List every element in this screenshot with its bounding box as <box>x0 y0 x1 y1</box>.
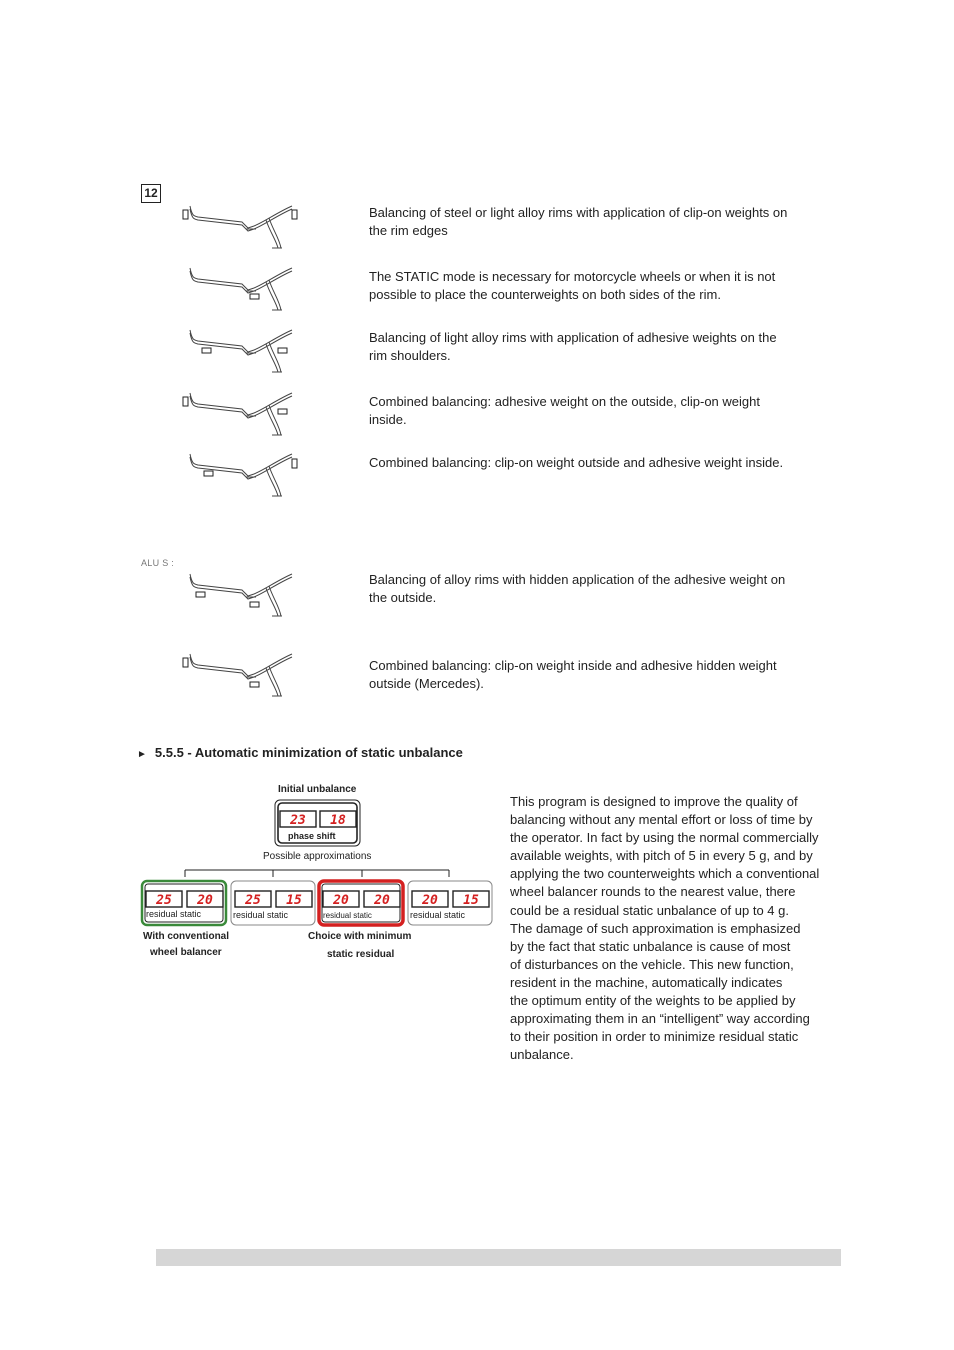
phase-shift-label: phase shift <box>288 831 336 841</box>
body-line: of disturbances on the vehicle. This new function, <box>510 956 794 972</box>
triangle-bullet-icon: ► <box>137 749 147 760</box>
caption-conventional-line1: With conventional <box>143 931 230 942</box>
digit-value: 20 <box>422 893 438 908</box>
digit-value: 18 <box>330 813 346 828</box>
rim-static-icon <box>180 264 300 316</box>
initial-unbalance-label: Initial unbalance <box>278 784 357 795</box>
alu-s-label: ALU S : <box>141 558 175 568</box>
body-line: This program is designed to improve the quality of <box>510 794 798 809</box>
body-line: resident in the machine, automatically indicates <box>510 974 783 990</box>
alu-s-option-description: Combined balancing: clip-on weight inside and adhesive hidden weight outside (Mercedes). <box>369 658 777 691</box>
body-line: could be a residual static unbalance of up to 4 g. <box>510 902 789 918</box>
rim-alu-s-combined-mercedes-icon <box>180 650 300 702</box>
body-line: the operator. In fact by using the normal commercially <box>510 830 819 846</box>
body-line: unbalance. <box>510 1047 574 1063</box>
figure-number: 12 <box>141 184 161 203</box>
possible-approximations-label: Possible approximations <box>263 851 372 862</box>
minimization-description <box>510 793 840 1064</box>
minimization-diagram <box>138 780 498 970</box>
body-line: approximating them in an “intelligent” way according <box>510 1011 810 1027</box>
rim-option-description: Combined balancing: adhesive weight on the outside, clip-on weight inside. <box>369 394 760 427</box>
rim-combined-adhesive-inside-icon <box>180 450 300 502</box>
body-line: The damage of such approximation is emphasized <box>510 920 801 936</box>
body-line: wheel balancer rounds to the nearest value, there <box>510 884 796 900</box>
alu-s-option-description: Balancing of alloy rims with hidden application of the adhesive weight on the outside. <box>369 572 786 605</box>
caption-minimum-line2: static residual <box>327 949 395 960</box>
residual-static-label: residual static <box>233 910 289 920</box>
digit-value: 20 <box>197 893 213 908</box>
caption-conventional-line2: wheel balancer <box>150 947 222 958</box>
body-line: the optimum entity of the weights to be applied by <box>510 993 796 1009</box>
rim-option-description: Balancing of light alloy rims with application of adhesive weights on the rim shoulders. <box>369 330 777 363</box>
rim-alu-s-hidden-adhesive-icon <box>180 570 300 622</box>
rim-combined-adhesive-outside-icon <box>180 389 300 441</box>
digit-value: 25 <box>156 893 172 908</box>
residual-static-label: residual static <box>410 910 466 920</box>
rim-option-description: Combined balancing: clip-on weight outside and adhesive weight inside. <box>369 455 784 470</box>
body-line: applying the two counterweights which a conventional <box>510 866 820 882</box>
digit-value: 25 <box>245 893 261 908</box>
rim-adhesive-shoulders-icon <box>180 326 300 378</box>
digit-value: 15 <box>286 893 302 908</box>
footer-bar <box>156 1249 841 1266</box>
caption-minimum-line1: Choice with minimum <box>308 931 412 942</box>
residual-static-label: residual static <box>146 909 202 919</box>
body-line: by the fact that static unbalance is cause of most <box>510 938 791 954</box>
digit-value: 20 <box>374 893 390 908</box>
digit-value: 15 <box>463 893 479 908</box>
body-line: available weights, with pitch of 5 in every 5 g, and by <box>510 848 813 864</box>
body-line: to their position in order to minimize residual static <box>510 1029 799 1045</box>
digit-value: 20 <box>333 893 349 908</box>
body-line: balancing without any mental effort or loss of time by <box>510 812 813 828</box>
digit-value: 23 <box>290 813 306 828</box>
rim-option-description: Balancing of steel or light alloy rims with application of clip-on weights on the rim edges <box>369 205 788 238</box>
residual-static-label: residual static <box>323 911 372 920</box>
rim-clip-on-both-icon <box>180 202 300 254</box>
rim-option-description: The STATIC mode is necessary for motorcycle wheels or when it is not possible to place the counterweights on both sides of the rim. <box>369 269 776 302</box>
section-heading-text: 5.5.5 - Automatic minimization of static unbalance <box>154 745 463 760</box>
section-heading <box>137 745 463 760</box>
